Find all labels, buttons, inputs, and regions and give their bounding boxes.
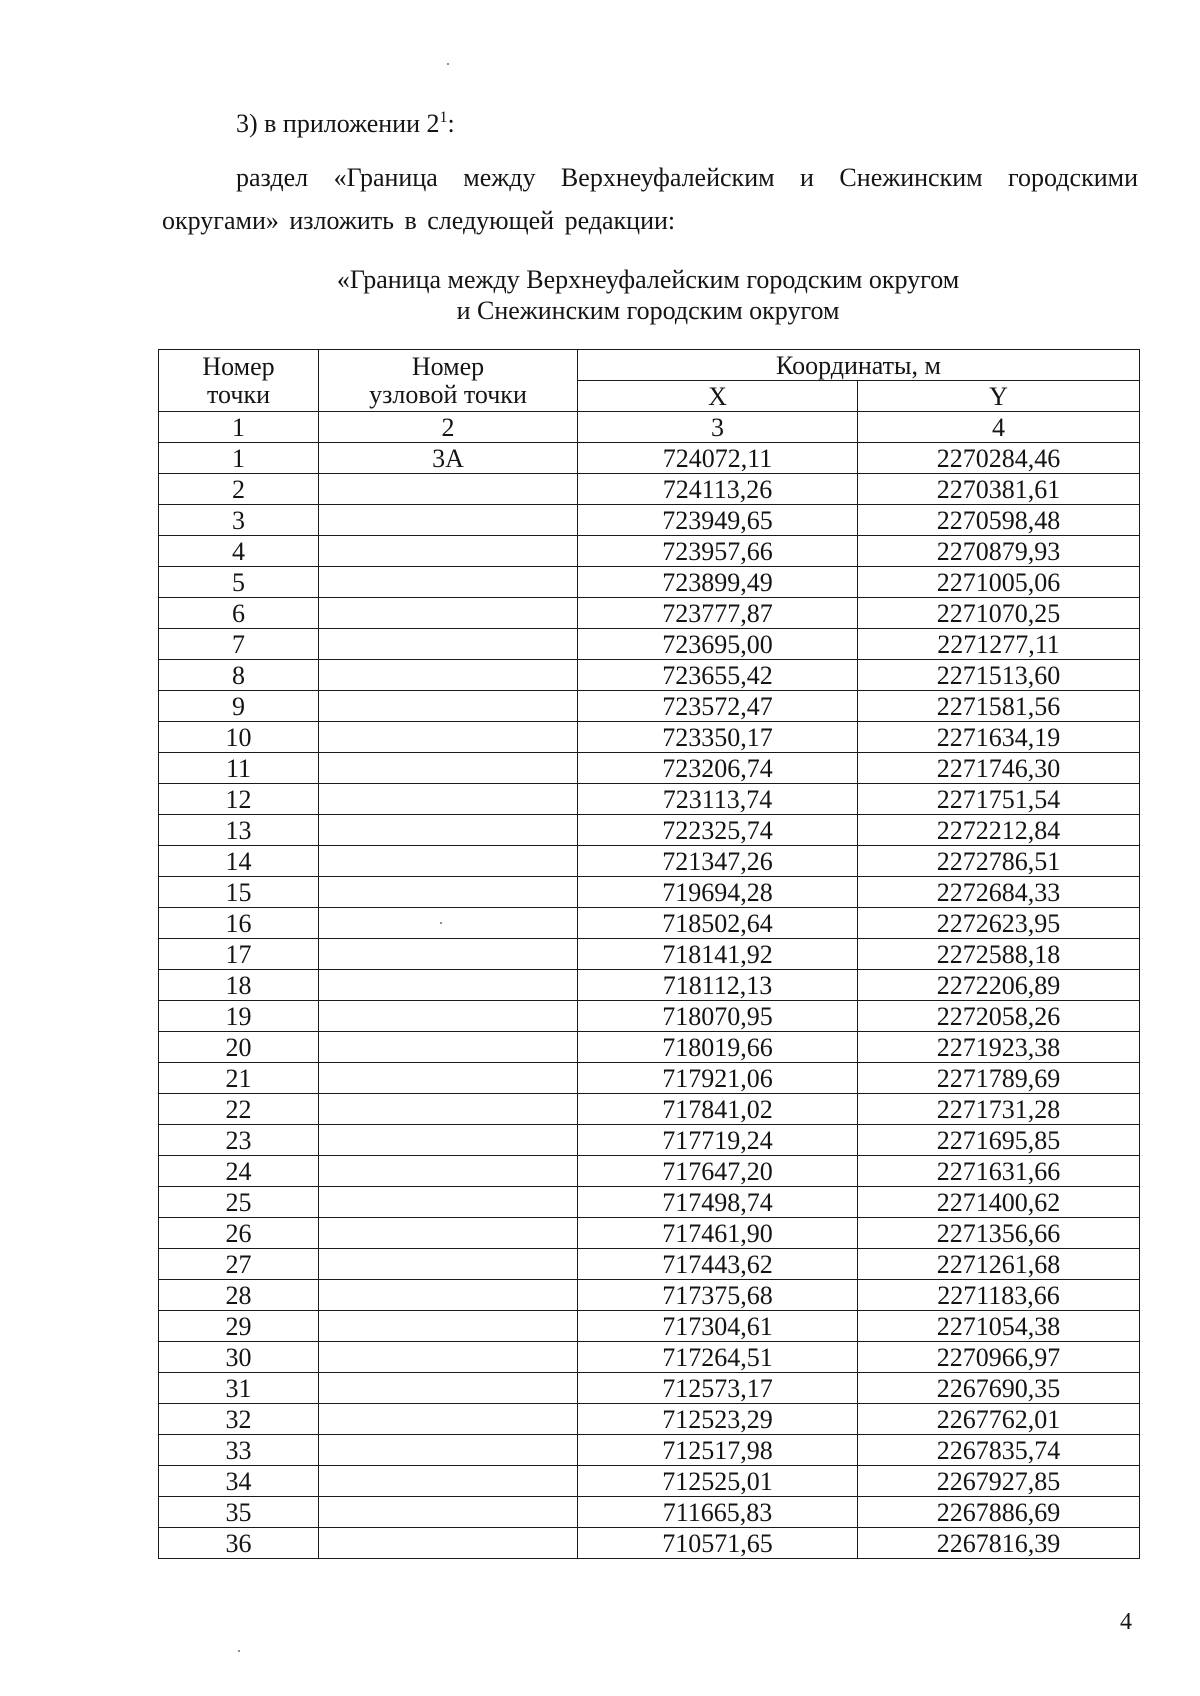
cell-node-point-number	[319, 660, 578, 691]
cell-node-point-number	[319, 1156, 578, 1187]
header-y: Y	[858, 381, 1140, 412]
intro-text-line-1: раздел «Граница между Верхнеуфалейским и Снежинским городскими	[236, 163, 1138, 192]
cell-coordinate-x: 721347,26	[578, 846, 858, 877]
cell-coordinate-x: 724113,26	[578, 474, 858, 505]
cell-node-point-number	[319, 970, 578, 1001]
table-row	[159, 505, 1140, 536]
cell-node-point-number	[319, 1497, 578, 1528]
cell-point-number: 27	[159, 1249, 319, 1280]
cell-node-point-number	[319, 1187, 578, 1218]
table-row	[159, 1156, 1140, 1187]
table-row	[159, 1218, 1140, 1249]
cell-coordinate-y: 2270966,97	[858, 1342, 1140, 1373]
header-coordinates: Координаты, м	[578, 350, 1140, 381]
cell-node-point-number	[319, 846, 578, 877]
cell-coordinate-y: 2271261,68	[858, 1249, 1140, 1280]
cell-node-point-number	[319, 939, 578, 970]
cell-node-point-number	[319, 1342, 578, 1373]
header-point-number	[159, 350, 319, 412]
cell-point-number: 31	[159, 1373, 319, 1404]
header-node-point-number-line-1: Номер	[411, 351, 485, 381]
cell-node-point-number	[319, 1466, 578, 1497]
cell-node-point-number	[319, 629, 578, 660]
cell-node-point-number	[319, 1094, 578, 1125]
cell-coordinate-y: 2271400,62	[858, 1187, 1140, 1218]
table-row	[159, 567, 1140, 598]
table-row	[159, 691, 1140, 722]
cell-node-point-number	[319, 908, 578, 939]
cell-point-number: 21	[159, 1063, 319, 1094]
cell-point-number: 5	[159, 567, 319, 598]
cell-coordinate-y: 2272212,84	[858, 815, 1140, 846]
table-header-row	[159, 350, 1140, 381]
cell-coordinate-x: 723957,66	[578, 536, 858, 567]
cell-point-number: 29	[159, 1311, 319, 1342]
cell-coordinate-x: 717498,74	[578, 1187, 858, 1218]
table-row	[159, 1342, 1140, 1373]
table-row	[159, 1373, 1140, 1404]
table-row	[159, 1032, 1140, 1063]
table-row	[159, 1187, 1140, 1218]
item-heading	[236, 108, 455, 140]
table-row	[159, 1125, 1140, 1156]
cell-node-point-number	[319, 1404, 578, 1435]
cell-coordinate-y: 2271183,66	[858, 1280, 1140, 1311]
header-node-point-number-line-2: узловой точки	[369, 379, 527, 409]
table-row	[159, 784, 1140, 815]
cell-coordinate-y: 2272684,33	[858, 877, 1140, 908]
table-row	[159, 1063, 1140, 1094]
cell-coordinate-x: 717841,02	[578, 1094, 858, 1125]
column-number-row	[159, 412, 1140, 443]
cell-coordinate-x: 710571,65	[578, 1528, 858, 1559]
table-row	[159, 846, 1140, 877]
cell-coordinate-x: 712573,17	[578, 1373, 858, 1404]
cell-coordinate-x: 723206,74	[578, 753, 858, 784]
table-row	[159, 443, 1140, 474]
cell-coordinate-y: 2270879,93	[858, 536, 1140, 567]
cell-node-point-number	[319, 474, 578, 505]
cell-node-point-number	[319, 1032, 578, 1063]
cell-coordinate-y: 2271005,06	[858, 567, 1140, 598]
cell-coordinate-y: 2271277,11	[858, 629, 1140, 660]
cell-point-number: 2	[159, 474, 319, 505]
cell-coordinate-x: 717461,90	[578, 1218, 858, 1249]
cell-node-point-number	[319, 753, 578, 784]
cell-coordinate-y: 2271631,66	[858, 1156, 1140, 1187]
cell-coordinate-x: 712525,01	[578, 1466, 858, 1497]
cell-coordinate-y: 2267816,39	[858, 1528, 1140, 1559]
cell-coordinate-y: 2270284,46	[858, 443, 1140, 474]
table-row	[159, 939, 1140, 970]
cell-node-point-number	[319, 598, 578, 629]
cell-coordinate-y: 2272588,18	[858, 939, 1140, 970]
cell-point-number: 3	[159, 505, 319, 536]
cell-coordinate-x: 723949,65	[578, 505, 858, 536]
cell-node-point-number	[319, 1528, 578, 1559]
cell-point-number: 6	[159, 598, 319, 629]
cell-point-number: 34	[159, 1466, 319, 1497]
table-row	[159, 598, 1140, 629]
cell-coordinate-y: 2267927,85	[858, 1466, 1140, 1497]
header-x: X	[578, 381, 858, 412]
cell-point-number: 28	[159, 1280, 319, 1311]
cell-coordinate-x: 723899,49	[578, 567, 858, 598]
cell-coordinate-x: 723655,42	[578, 660, 858, 691]
table-row	[159, 1497, 1140, 1528]
cell-coordinate-y: 2271054,38	[858, 1311, 1140, 1342]
cell-coordinate-x: 723113,74	[578, 784, 858, 815]
header-point-number-line-1: Номер	[202, 351, 275, 381]
scan-speck	[447, 63, 449, 65]
cell-point-number: 10	[159, 722, 319, 753]
cell-point-number: 17	[159, 939, 319, 970]
table-row	[159, 970, 1140, 1001]
table-row	[159, 1249, 1140, 1280]
page-number: 4	[1120, 1609, 1132, 1635]
cell-node-point-number: 3А	[319, 443, 578, 474]
cell-coordinate-y: 2271356,66	[858, 1218, 1140, 1249]
cell-point-number: 8	[159, 660, 319, 691]
column-number-2: 2	[319, 412, 578, 443]
item-heading-superscript: 1	[439, 109, 448, 126]
table-row	[159, 815, 1140, 846]
item-heading-text: 3) в приложении 2	[236, 109, 440, 138]
cell-point-number: 15	[159, 877, 319, 908]
cell-coordinate-x: 718019,66	[578, 1032, 858, 1063]
cell-coordinate-y: 2271923,38	[858, 1032, 1140, 1063]
cell-node-point-number	[319, 1218, 578, 1249]
cell-node-point-number	[319, 1001, 578, 1032]
intro-text-line-2: округами» изложить в следующей редакции:	[162, 206, 676, 235]
table-row	[159, 1311, 1140, 1342]
cell-coordinate-x: 717647,20	[578, 1156, 858, 1187]
column-number-3: 3	[578, 412, 858, 443]
header-point-number-line-2: точки	[207, 379, 270, 409]
table-title-line-2: и Снежинским городским округом	[456, 296, 840, 325]
cell-point-number: 4	[159, 536, 319, 567]
cell-coordinate-x: 717921,06	[578, 1063, 858, 1094]
item-heading-colon: :	[447, 109, 455, 138]
table-row	[159, 908, 1140, 939]
table-title-line-1: «Граница между Верхнеуфалейским городским округом	[336, 265, 960, 294]
cell-coordinate-x: 718502,64	[578, 908, 858, 939]
cell-coordinate-x: 718112,13	[578, 970, 858, 1001]
cell-point-number: 20	[159, 1032, 319, 1063]
cell-point-number: 26	[159, 1218, 319, 1249]
cell-coordinate-y: 2271751,54	[858, 784, 1140, 815]
cell-node-point-number	[319, 877, 578, 908]
cell-coordinate-y: 2270598,48	[858, 505, 1140, 536]
cell-point-number: 25	[159, 1187, 319, 1218]
cell-node-point-number	[319, 784, 578, 815]
cell-node-point-number	[319, 505, 578, 536]
cell-point-number: 35	[159, 1497, 319, 1528]
cell-point-number: 22	[159, 1094, 319, 1125]
cell-point-number: 19	[159, 1001, 319, 1032]
cell-coordinate-y: 2271070,25	[858, 598, 1140, 629]
cell-node-point-number	[319, 1249, 578, 1280]
column-number-1: 1	[159, 412, 319, 443]
cell-point-number: 12	[159, 784, 319, 815]
cell-node-point-number	[319, 1435, 578, 1466]
cell-coordinate-y: 2267690,35	[858, 1373, 1140, 1404]
cell-node-point-number	[319, 1373, 578, 1404]
cell-coordinate-y: 2272206,89	[858, 970, 1140, 1001]
cell-coordinate-x: 723350,17	[578, 722, 858, 753]
cell-coordinate-y: 2272058,26	[858, 1001, 1140, 1032]
cell-point-number: 9	[159, 691, 319, 722]
cell-point-number: 33	[159, 1435, 319, 1466]
cell-point-number: 36	[159, 1528, 319, 1559]
cell-coordinate-x: 712523,29	[578, 1404, 858, 1435]
cell-coordinate-x: 723777,87	[578, 598, 858, 629]
table-row	[159, 660, 1140, 691]
table-row	[159, 629, 1140, 660]
table-title	[158, 264, 1138, 326]
cell-coordinate-y: 2272786,51	[858, 846, 1140, 877]
table-row	[159, 536, 1140, 567]
cell-coordinate-x: 718070,95	[578, 1001, 858, 1032]
cell-point-number: 1	[159, 443, 319, 474]
cell-coordinate-x: 719694,28	[578, 877, 858, 908]
cell-point-number: 11	[159, 753, 319, 784]
cell-node-point-number	[319, 1063, 578, 1094]
table-row	[159, 1528, 1140, 1559]
table-row	[159, 1466, 1140, 1497]
cell-node-point-number	[319, 691, 578, 722]
cell-coordinate-y: 2271581,56	[858, 691, 1140, 722]
cell-node-point-number	[319, 536, 578, 567]
cell-coordinate-y: 2271695,85	[858, 1125, 1140, 1156]
cell-point-number: 13	[159, 815, 319, 846]
cell-node-point-number	[319, 815, 578, 846]
cell-node-point-number	[319, 722, 578, 753]
table-row	[159, 1001, 1140, 1032]
cell-point-number: 16	[159, 908, 319, 939]
table-row	[159, 1280, 1140, 1311]
cell-coordinate-y: 2267835,74	[858, 1435, 1140, 1466]
cell-coordinate-x: 723572,47	[578, 691, 858, 722]
cell-coordinate-y: 2271634,19	[858, 722, 1140, 753]
table-row	[159, 1404, 1140, 1435]
coordinates-table-body	[159, 350, 1140, 1559]
cell-coordinate-x: 717719,24	[578, 1125, 858, 1156]
cell-node-point-number	[319, 1311, 578, 1342]
cell-coordinate-x: 723695,00	[578, 629, 858, 660]
table-row	[159, 1435, 1140, 1466]
cell-coordinate-y: 2267762,01	[858, 1404, 1140, 1435]
header-node-point-number	[319, 350, 578, 412]
table-row	[159, 474, 1140, 505]
cell-node-point-number	[319, 567, 578, 598]
cell-point-number: 14	[159, 846, 319, 877]
cell-coordinate-y: 2271789,69	[858, 1063, 1140, 1094]
cell-node-point-number	[319, 1125, 578, 1156]
column-number-4: 4	[858, 412, 1140, 443]
cell-coordinate-y: 2267886,69	[858, 1497, 1140, 1528]
table-row	[159, 722, 1140, 753]
cell-point-number: 18	[159, 970, 319, 1001]
cell-point-number: 30	[159, 1342, 319, 1373]
cell-point-number: 24	[159, 1156, 319, 1187]
cell-point-number: 32	[159, 1404, 319, 1435]
cell-coordinate-y: 2272623,95	[858, 908, 1140, 939]
cell-coordinate-x: 717443,62	[578, 1249, 858, 1280]
scan-speck	[238, 1650, 240, 1652]
cell-coordinate-x: 717375,68	[578, 1280, 858, 1311]
table-row	[159, 1094, 1140, 1125]
table-row	[159, 877, 1140, 908]
table-row	[159, 753, 1140, 784]
cell-coordinate-y: 2271513,60	[858, 660, 1140, 691]
cell-coordinate-x: 722325,74	[578, 815, 858, 846]
coordinates-table	[158, 349, 1140, 1559]
cell-coordinate-x: 711665,83	[578, 1497, 858, 1528]
cell-coordinate-y: 2271746,30	[858, 753, 1140, 784]
cell-coordinate-y: 2271731,28	[858, 1094, 1140, 1125]
cell-coordinate-x: 724072,11	[578, 443, 858, 474]
cell-point-number: 23	[159, 1125, 319, 1156]
cell-point-number: 7	[159, 629, 319, 660]
scan-speck	[440, 922, 442, 924]
cell-coordinate-x: 718141,92	[578, 939, 858, 970]
cell-coordinate-x: 712517,98	[578, 1435, 858, 1466]
cell-node-point-number	[319, 1280, 578, 1311]
cell-coordinate-x: 717304,61	[578, 1311, 858, 1342]
cell-coordinate-y: 2270381,61	[858, 474, 1140, 505]
cell-coordinate-x: 717264,51	[578, 1342, 858, 1373]
